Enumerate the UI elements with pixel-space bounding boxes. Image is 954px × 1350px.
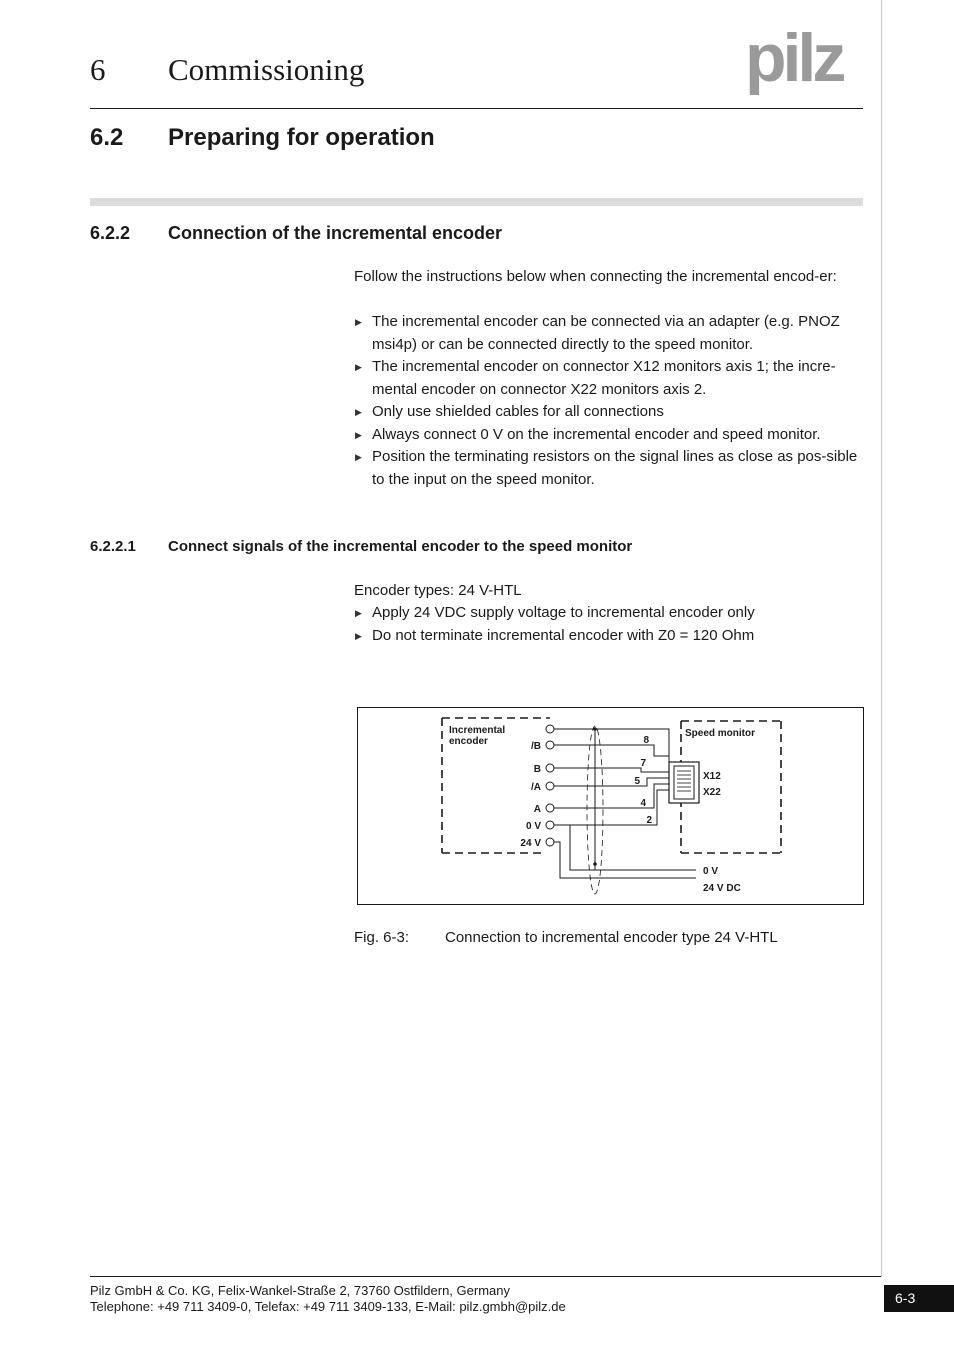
- pilz-logo: [745, 26, 867, 101]
- list-item-text: Apply 24 VDC supply voltage to incremental encoder only: [372, 604, 755, 621]
- connector-label-x12: X12: [703, 771, 721, 782]
- signal-label: /B: [531, 741, 541, 752]
- list-item-text: Do not terminate incremental encoder with Z0 = 120 Ohm: [372, 626, 755, 644]
- list-item: [354, 356, 866, 401]
- list-item: [354, 446, 866, 491]
- encoder-notes-list: [354, 602, 866, 647]
- pin-number: 7: [640, 758, 646, 769]
- figure-number: Fig. 6-3:: [354, 929, 410, 946]
- chapter-number: 6: [90, 52, 106, 87]
- subsection-number: 6.2.2: [90, 223, 131, 243]
- pin-number: 5: [634, 776, 640, 787]
- list-item-text: Always connect 0 V on the incremental encoder and speed monitor.: [372, 425, 821, 443]
- list-item-text: The incremental encoder can be connected via an adapter (e.g. PNOZ msi4p) or can be connected directly to the speed monitor.: [372, 313, 840, 353]
- encoder-types-text: Encoder types: 24 V-HTL: [354, 582, 522, 599]
- signal-label: A: [533, 804, 541, 815]
- bullet-arrow-icon: ▶: [355, 317, 362, 327]
- list-item-text: Only use shielded cables for all connections: [372, 403, 664, 420]
- footer-address: Pilz GmbH & Co. KG, Felix-Wankel-Straße 2, 73760 Ostfildern, Germany: [90, 1283, 510, 1298]
- connector-label-x22: X22: [703, 787, 721, 798]
- list-item: [354, 625, 866, 648]
- encoder-label-line1: Incremental: [449, 725, 506, 736]
- list-item: [354, 602, 866, 625]
- margin-rule: [881, 0, 882, 1277]
- list-item-text: Position the terminating resistors on the signal lines as close as pos-sible to the input on the speed monitor.: [372, 448, 858, 488]
- footer-contact: Telephone: +49 711 3409-0, Telefax: +49 711 3409-133, E-Mail: pilz.gmbh@pilz.de: [90, 1299, 566, 1314]
- bullet-arrow-icon: ▶: [355, 407, 362, 417]
- encoder-label-line2: encoder: [449, 736, 488, 747]
- pin-number: 8: [643, 735, 649, 746]
- bullet-arrow-icon: ▶: [355, 630, 362, 641]
- logo-text: pilz: [745, 26, 843, 96]
- list-item: [354, 424, 866, 447]
- list-item-text: The incremental encoder on connector X12 monitors axis 1; the incre-mental encoder on connector X22 monitors axis 2.: [372, 358, 836, 398]
- chapter-title: Commissioning: [168, 52, 365, 87]
- signal-label: 0 V: [525, 821, 541, 832]
- signal-label: 24 V: [520, 838, 541, 849]
- page-number: 6-3: [884, 1285, 954, 1312]
- bullet-arrow-icon: ▶: [355, 608, 362, 618]
- signal-label: B: [533, 764, 541, 775]
- bullet-arrow-icon: ▶: [355, 429, 362, 440]
- footer-rule: [90, 1276, 881, 1277]
- list-item: [354, 401, 866, 424]
- section-number: 6.2: [90, 124, 124, 151]
- figure-caption: Connection to incremental encoder type 24 V-HTL: [445, 929, 778, 946]
- pin-number: 4: [640, 798, 646, 809]
- subsubsection-number: 6.2.2.1: [90, 538, 136, 555]
- subsection-title: Connection of the incremental encoder: [168, 223, 503, 243]
- intro-paragraph: Follow the instructions below when connecting the incremental encod-er:: [354, 268, 837, 285]
- bullet-arrow-icon: ▶: [355, 452, 362, 462]
- header-rule: [90, 108, 863, 109]
- connection-instructions-list: [354, 311, 866, 491]
- pin-number: 2: [646, 815, 652, 826]
- rj45-connector: [669, 762, 699, 803]
- supply-24v-label: 24 V DC: [703, 883, 741, 894]
- signal-label: /A: [531, 782, 541, 793]
- list-item: [354, 311, 866, 356]
- bullet-arrow-icon: ▶: [355, 362, 362, 372]
- section-title: Preparing for operation: [168, 124, 435, 151]
- section-divider: [90, 198, 863, 206]
- subsubsection-title: Connect signals of the incremental encoder to the speed monitor: [168, 538, 633, 555]
- supply-0v-label: 0 V: [703, 866, 719, 877]
- wiring-diagram: [357, 707, 864, 905]
- speed-monitor-label: Speed monitor: [685, 728, 756, 739]
